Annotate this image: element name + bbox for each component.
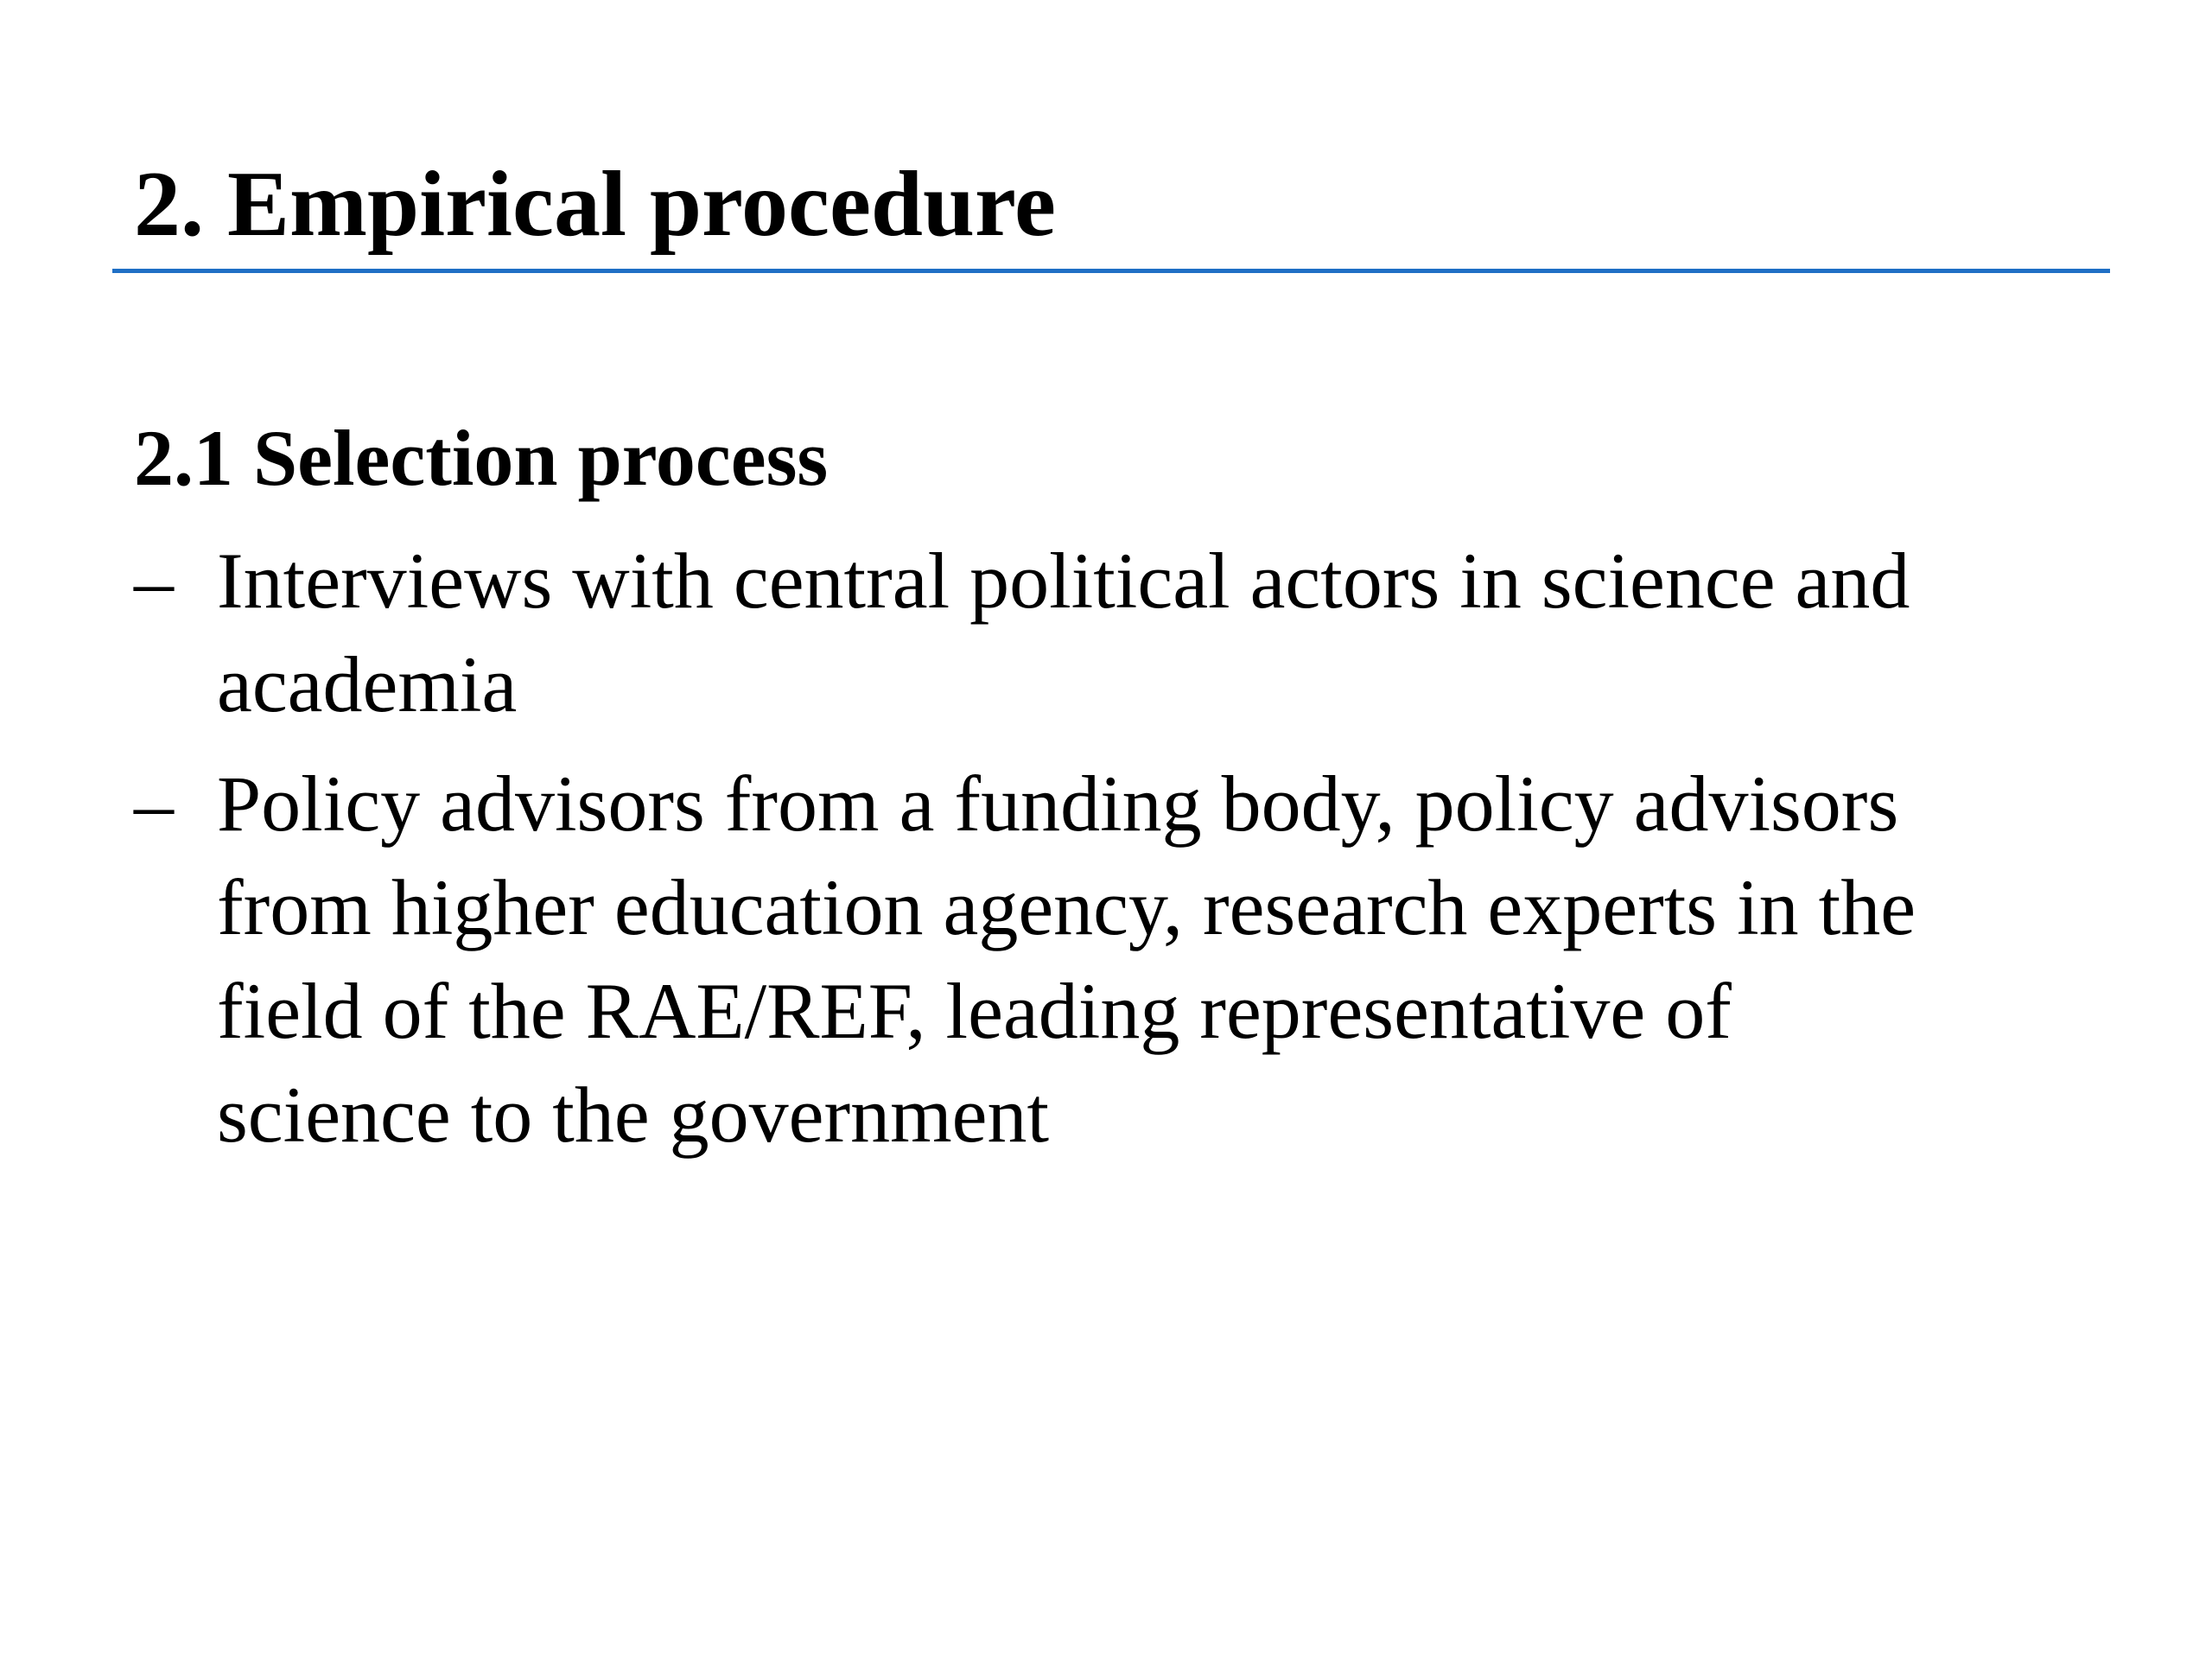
bullet-line: academia (217, 640, 518, 728)
bullet-list (134, 529, 2121, 1166)
bullet-dash: – (134, 537, 174, 625)
bullet-line: science to the government (217, 1071, 1050, 1159)
bullet-line: field of the RAE/REF, leading representative of (217, 967, 1732, 1055)
bullet-text (217, 529, 2212, 736)
slide-content (134, 406, 2121, 1182)
bullet-item (134, 529, 2212, 736)
bullet-line: Interviews with central political actors in science and (217, 537, 1910, 625)
title-underline (112, 269, 2110, 273)
bullet-text (217, 752, 2212, 1166)
slide-title: 2. Empirical procedure (134, 153, 1056, 256)
bullet-item (134, 752, 2212, 1166)
bullet-line: Policy advisors from a funding body, policy advisors (217, 760, 1899, 848)
section-heading: 2.1 Selection process (134, 414, 829, 502)
bullet-line: from higher education agency, research experts in the (217, 863, 1916, 951)
bullet-dash: – (134, 760, 174, 848)
